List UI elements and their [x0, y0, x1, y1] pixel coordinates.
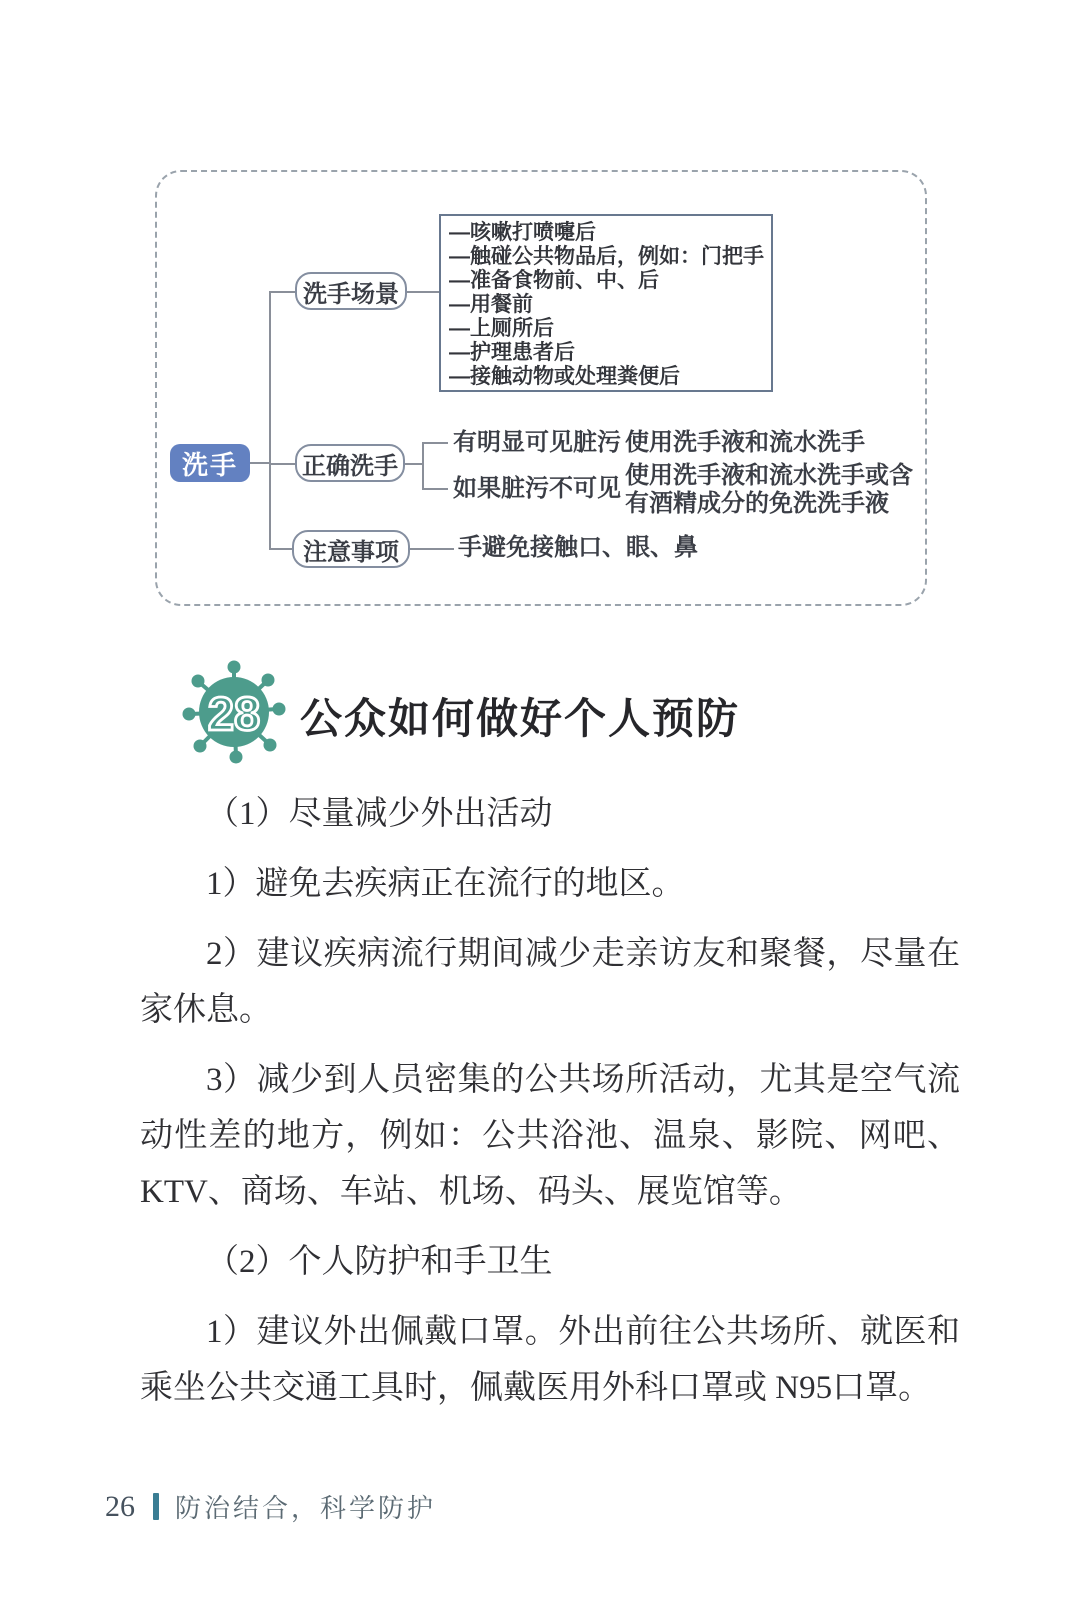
paragraph: 1）建议外出佩戴口罩。外出前往公共场所、就医和乘坐公共交通工具时，佩戴医用外科口罩或 N95口罩。 [140, 1314, 960, 1406]
wash-case1-action: 使用洗手液和流水洗手 [625, 429, 865, 456]
connector-root-trunk [250, 462, 270, 464]
bracket-stub-top [424, 442, 448, 444]
branch-correct-washing-label: 正确洗手 [302, 452, 398, 480]
paragraph: （1）尽量减少外出活动 [206, 796, 553, 832]
wash-case2-action-line1: 使用洗手液和流水洗手或含 [625, 462, 913, 489]
footer-divider [153, 1493, 159, 1520]
section-title: 公众如何做好个人预防 [300, 695, 741, 742]
paragraph: 3）减少到人员密集的公共场所活动，尤其是空气流动性差的地方，例如：公共浴池、温泉、影院、网吧、KTV、商场、车站、机场、码头、展览馆等。 [140, 1062, 960, 1210]
connector-trunk-scene [271, 291, 295, 293]
wash-case1-condition: 有明显可见脏污 [453, 429, 621, 456]
branch-notes-label: 注意事项 [303, 538, 399, 566]
connector-scene-box [407, 291, 439, 293]
virus-icon [178, 656, 290, 768]
footer-slogan: 防治结合，科学防护 [175, 1493, 437, 1523]
body-text [140, 786, 960, 1430]
paragraph: 1）避免去疾病正在流行的地区。 [206, 866, 685, 902]
wash-case2-action-line2: 有酒精成分的免洗洗手液 [625, 490, 889, 517]
scene-list-item: —咳嗽打喷嚏后 [449, 221, 596, 244]
branch-scenes-label: 洗手场景 [303, 280, 399, 308]
section-number: 28 [207, 686, 261, 740]
connector-trunk-wash [271, 463, 295, 465]
scene-list-item: —准备食物前、中、后 [449, 269, 659, 292]
notes-text: 手避免接触口、眼、鼻 [458, 534, 698, 561]
handwashing-mindmap [155, 170, 927, 606]
page-footer [105, 1488, 436, 1525]
scene-list-item: —接触动物或处理粪便后 [449, 365, 680, 388]
connector-note-text [410, 548, 454, 550]
footer-page-number: 26 [105, 1489, 135, 1523]
scene-list-item: —护理患者后 [449, 341, 575, 364]
bracket-stub-bottom [424, 488, 448, 490]
scene-list-box [439, 214, 773, 392]
wash-case2-condition: 如果脏污不可见 [453, 475, 621, 502]
branch-node-correct-washing [295, 444, 405, 482]
paragraph: （2）个人防护和手卫生 [206, 1244, 553, 1280]
paragraph: 2）建议疾病流行期间减少走亲访友和聚餐，尽量在家休息。 [140, 936, 960, 1028]
root-node-washing-hands [170, 444, 250, 482]
connector-trunk [269, 291, 271, 550]
wash-case2-action [625, 462, 913, 518]
bracket-vertical [422, 442, 424, 490]
branch-node-scenes [295, 272, 407, 310]
root-node-label: 洗手 [181, 449, 238, 480]
connector-trunk-note [271, 548, 292, 550]
scene-list-item: —上厕所后 [449, 317, 554, 340]
branch-node-notes [292, 530, 410, 568]
scene-list-item: —触碰公共物品后，例如：门把手 [449, 245, 764, 268]
scene-list-item: —用餐前 [449, 293, 533, 316]
